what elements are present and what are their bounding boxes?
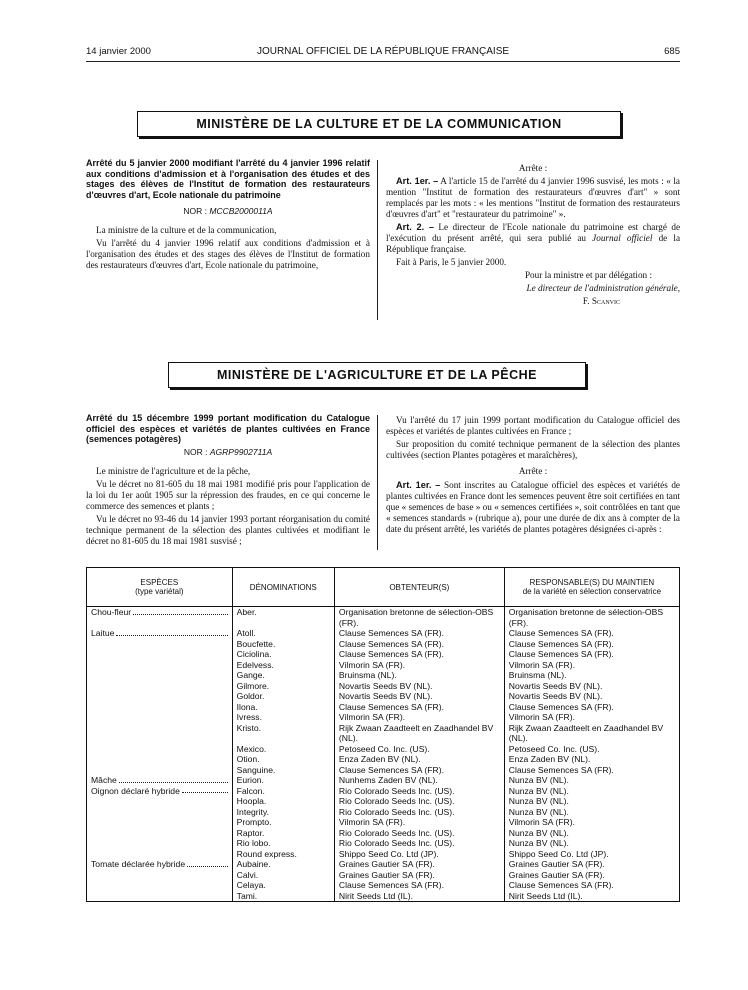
agri-arrete: Arrête : bbox=[518, 466, 548, 476]
culture-article-1: Art. 1er. – A l'article 15 de l'arrêté du 4 janvier 1996 susvisé, les mots : « la mention "Institut de formation des restaurateurs d'œuvres d'art" » sont remplacés par les mots : « les mentions "Institut de formation des restaurateurs d'œuvres d'art" et "restaurateur du patrimoine" ». bbox=[386, 176, 680, 219]
culture-nor: NOR : MCCB2000011A bbox=[183, 206, 273, 216]
table-row: Tomate déclarée hybride Aubaine. Calvi. Celaya. Tami. Graines Gautier SA (FR). Graines Gautier SA (FR). Clause Semences SA (FR). Nirit Seeds Ltd (IL). Graines Gautier SA (FR). Graines Gautier SA (FR). Clause Semences SA (FR). Nirit Seeds Ltd (IL). bbox=[87, 859, 680, 902]
running-header bbox=[86, 46, 680, 60]
species-cell: Chou-fleur bbox=[91, 607, 228, 618]
culture-signer-role: Le directeur de l'administration générale, bbox=[526, 283, 680, 293]
table-row: Chou-fleur Aber. Organisation bretonne de sélection-OBS (FR). Organisation bretonne de sélection-OBS (FR). bbox=[87, 607, 680, 629]
culture-fait: Fait à Paris, le 5 janvier 2000. bbox=[396, 257, 507, 267]
agri-nor: NOR : AGRP9902711A bbox=[183, 446, 273, 457]
culture-para-vu: Vu l'arrêté du 4 janvier 1996 relatif aux conditions d'admission et à l'organisation des études et des stages des élèves de l'Institut de formation des restaurateurs d'œuvres d'art, Ecole nationale du patrimoine, bbox=[86, 238, 370, 270]
agri-para-proposition: Sur proposition du comité technique permanent de la sélection des plantes cultivées (section Plantes potagères et maraîchères), bbox=[386, 439, 680, 460]
species-cell: Oignon déclaré hybride bbox=[91, 786, 228, 797]
species-cell: Tomate déclarée hybride bbox=[91, 859, 228, 870]
culture-decree-right-column bbox=[386, 163, 680, 309]
agri-decree-title: Arrêté du 15 décembre 1999 portant modification du Catalogue officiel des espèces et variétés de plantes cultivées en France (semences potagères) bbox=[86, 413, 370, 444]
culture-article-2: Art. 2. – Le directeur de l'Ecole nationale du patrimoine est chargé de l'exécution du présent arrêté, qui sera publié au Journal officiel de la République française. bbox=[386, 222, 681, 254]
varieties-table bbox=[86, 567, 680, 902]
table-row: Laitue Atoll. Boucfette. Ciciolina. Edelvess. Gange. Gilmore. Goldor. Ilona. Ivress. Kristo. Mexico. Otion. Sanguine. Clause Semences SA (FR). Clause Semences SA (FR). Clause Semences SA (FR). Vilmorin SA (FR). Bruinsma (NL). Novartis Seeds BV (NL). Novartis Seeds BV (NL). Clause Semences SA (FR). Vilmorin SA (FR). Rijk Zwaan Zaadteelt en Zaadhandel BV (NL). Petoseed Co. Inc. (US). Enza Zaden BV (NL). Clause Semences SA (FR). Clause Semences SA (FR). Clause Semences SA (FR). Clause Semences SA (FR). Vilmorin SA (FR). Bruinsma (NL). Novartis Seeds BV (NL). Novartis Seeds BV (NL). Clause Semences SA (FR). Vilmorin SA (FR). Rijk Zwaan Zaadteelt en Zaadhandel BV (NL). Petoseed Co. Inc. (US). Enza Zaden BV (NL). Clause Semences SA (FR). bbox=[87, 628, 680, 775]
culture-signer-name: F. Scanvic bbox=[582, 296, 620, 306]
culture-para-minister: La ministre de la culture et de la communication, bbox=[96, 225, 277, 235]
culture-decree-left-column bbox=[86, 158, 370, 273]
header-rule bbox=[86, 61, 680, 62]
header-date: 14 janvier 2000 bbox=[86, 46, 151, 57]
header-species: ESPÈCES (type variétal) bbox=[87, 568, 233, 607]
agri-decree-left-column bbox=[86, 413, 370, 549]
culture-delegation: Pour la ministre et par délégation : bbox=[524, 270, 652, 280]
agri-para-vu-1993: Vu le décret no 93-46 du 14 janvier 1993 portant réorganisation du comité technique permanent de la sélection des plantes cultivées et modifiant le décret no 81-605 du 18 mai 1981 susvisé ; bbox=[86, 513, 370, 546]
species-cell: Laitue bbox=[91, 628, 228, 639]
agri-para-vu-1981: Vu le décret no 81-605 du 18 mai 1981 modifié pris pour l'application de la loi du 1er août 1905 sur la répression des fraudes, en ce qui concerne le commerce des semences et plants ; bbox=[86, 478, 370, 511]
table-row: Mâche Eurion. Nunhems Zaden BV (NL). Nunza BV (NL). bbox=[87, 775, 680, 786]
table-header-row bbox=[87, 568, 680, 607]
column-divider bbox=[377, 160, 378, 320]
agri-article-1: Art. 1er. – Sont inscrites au Catalogue officiel des espèces et variétés de plantes cultivées en France dont les semences peuvent être soit certifiées en tant que « semences de base » ou « semences certifiées », soit contrôlées en tant que « semences standards » (rubrique a), pour une durée de dix ans à compter de la date du présent arrêté, les variétés de plantes potagères désignées ci-après : bbox=[386, 480, 681, 534]
header-denominations: DÉNOMINATIONS bbox=[232, 568, 334, 607]
species-cell: Mâche bbox=[91, 775, 228, 786]
header-obtenteur: OBTENTEUR(S) bbox=[334, 568, 504, 607]
header-journal-title: JOURNAL OFFICIEL DE LA RÉPUBLIQUE FRANÇAISE bbox=[256, 46, 510, 57]
column-divider bbox=[377, 415, 378, 550]
table-row: Oignon déclaré hybride Falcon. Hoopla. Integrity. Prompto. Raptor. Rio lobo. Round express. Rio Colorado Seeds Inc. (US). Rio Colorado Seeds Inc. (US). Rio Colorado Seeds Inc. (US). Vilmorin SA (FR). Rio Colorado Seeds Inc. (US). Rio Colorado Seeds Inc. (US). Shippo Seed Co. Ltd (JP). Nunza BV (NL). Nunza BV (NL). Nunza BV (NL). Vilmorin SA (FR). Nunza BV (NL). Nunza BV (NL). Shippo Seed Co. Ltd (JP). bbox=[87, 786, 680, 860]
header-responsable: RESPONSABLE(S) DU MAINTIEN de la variété en sélection conservatrice bbox=[504, 568, 679, 607]
agri-para-vu-1999: Vu l'arrêté du 17 juin 1999 portant modification du Catalogue officiel des espèces et variétés de plantes cultivées en France ; bbox=[386, 415, 680, 436]
ministry-culture-heading: MINISTÈRE DE LA CULTURE ET DE LA COMMUNICATION bbox=[137, 111, 621, 137]
ministry-agriculture-heading: MINISTÈRE DE L'AGRICULTURE ET DE LA PÊCHE bbox=[168, 362, 586, 388]
table-body bbox=[87, 607, 680, 902]
culture-decree-title: Arrêté du 5 janvier 2000 modifiant l'arrêté du 4 janvier 1996 relatif aux conditions d'admission et à l'organisation des études et des stages des élèves de l'Institut de formation des restaurateurs d'œuvres d'art, Ecole nationale du patrimoine bbox=[86, 158, 370, 200]
culture-arrete: Arrête : bbox=[518, 163, 548, 173]
agri-para-minister: Le ministre de l'agriculture et de la pêche, bbox=[96, 465, 251, 476]
agri-decree-right-column bbox=[386, 415, 680, 537]
header-page-number: 685 bbox=[664, 46, 680, 57]
